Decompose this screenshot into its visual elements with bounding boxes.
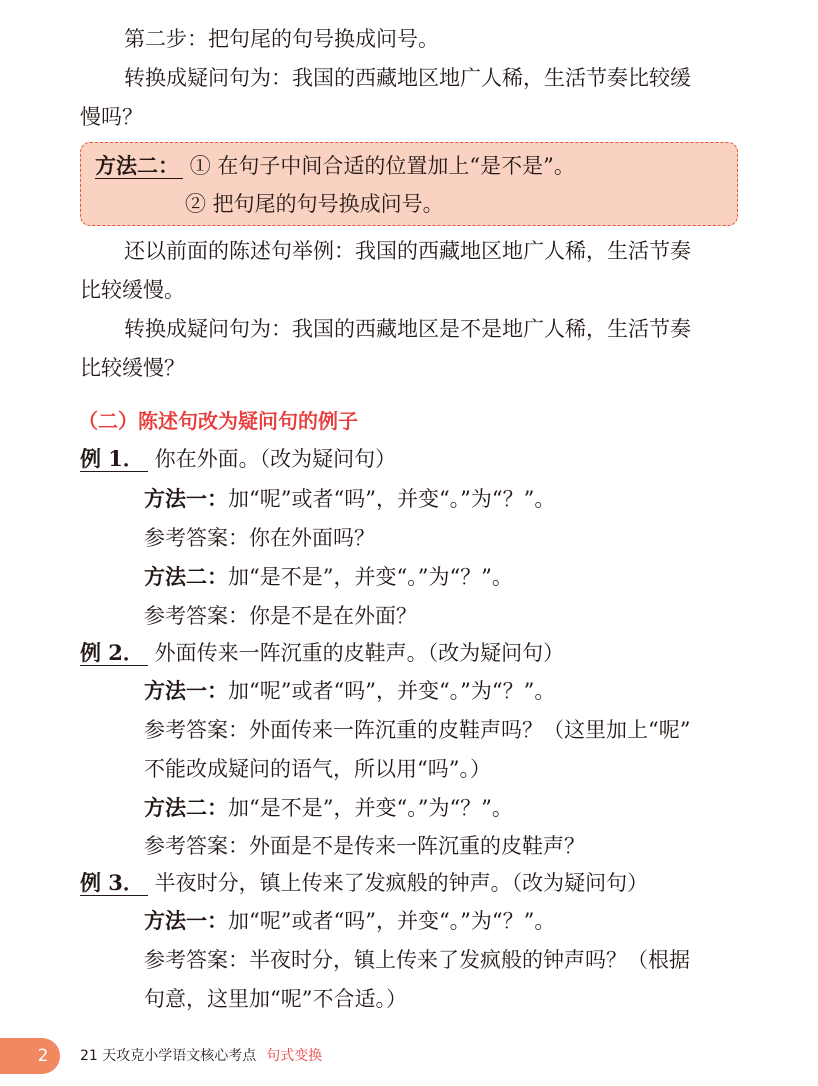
example-2-answer-2: 参考答案：外面是不是传来一阵沉重的皮鞋声？ bbox=[144, 834, 585, 858]
example-2-answer-1-line-2: 不能改成疑问的语气，所以用“吗”。） bbox=[144, 757, 491, 781]
method-two-box bbox=[80, 142, 738, 226]
convert1-line-b: 慢吗？ bbox=[80, 105, 143, 129]
page-number: 2 bbox=[0, 1038, 60, 1074]
example-1-method-1: 方法一：加“呢”或者“吗”，并变“。”为“？”。 bbox=[144, 486, 556, 511]
convert1-line-a: 转换成疑问句为：我国的西藏地区地广人稀，生活节奏比较缓 bbox=[124, 66, 691, 90]
example-1-label: 例 1． bbox=[80, 446, 148, 472]
section-name: 句式变换 bbox=[266, 1048, 323, 1064]
example-2-method-1: 方法一：加“呢”或者“吗”，并变“。”为“？”。 bbox=[144, 678, 556, 703]
example-2-method-2: 方法二：加“是不是”，并变“。”为“？”。 bbox=[144, 795, 513, 820]
method-two-label: 方法二： bbox=[95, 153, 183, 179]
example-2-line bbox=[80, 638, 564, 668]
example-intro-line-3: 转换成疑问句为：我国的西藏地区是不是地广人稀，生活节奏 bbox=[124, 317, 691, 341]
example-1-sentence: 你在外面。（改为疑问句） bbox=[154, 447, 397, 471]
example-2-label: 例 2． bbox=[80, 640, 148, 666]
example-2-answer-1-line-1: 参考答案：外面传来一阵沉重的皮鞋声吗？（这里加上“呢” bbox=[144, 718, 691, 742]
example-3-answer-1-line-2: 句意，这里加“呢”不合适。） bbox=[144, 987, 407, 1011]
example-3-answer-1-line-1: 参考答案：半夜时分，镇上传来了发疯般的钟声吗？（根据 bbox=[144, 948, 690, 972]
example-3-label: 例 3． bbox=[80, 870, 148, 896]
example-3-method-1: 方法一：加“呢”或者“吗”，并变“。”为“？”。 bbox=[144, 908, 556, 933]
example-intro-line-2: 比较缓慢。 bbox=[80, 278, 185, 302]
page-footer bbox=[0, 1038, 818, 1074]
example-intro-line-4: 比较缓慢？ bbox=[80, 356, 185, 380]
example-1-answer-1: 参考答案：你在外面吗？ bbox=[144, 526, 375, 550]
method-two-item-2: ② 把句尾的句号换成问号。 bbox=[185, 192, 444, 216]
example-1-line bbox=[80, 444, 396, 474]
example-2-sentence: 外面传来一阵沉重的皮鞋声。（改为疑问句） bbox=[154, 641, 565, 665]
example-1-answer-2: 参考答案：你是不是在外面？ bbox=[144, 604, 417, 628]
section-heading: （二）陈述句改为疑问句的例子 bbox=[78, 409, 358, 433]
example-intro-line-1: 还以前面的陈述句举例：我国的西藏地区地广人稀，生活节奏 bbox=[124, 239, 691, 263]
example-3-sentence: 半夜时分，镇上传来了发疯般的钟声。（改为疑问句） bbox=[154, 871, 649, 895]
book-title: 21 天攻克小学语文核心考点 bbox=[80, 1048, 257, 1064]
example-3-line bbox=[80, 868, 648, 898]
example-1-method-2: 方法二：加“是不是”，并变“。”为“？”。 bbox=[144, 564, 513, 589]
step2-line: 第二步：把句尾的句号换成问号。 bbox=[124, 27, 439, 51]
method-two-item-1: ① 在句子中间合适的位置加上“是不是”。 bbox=[189, 154, 575, 178]
